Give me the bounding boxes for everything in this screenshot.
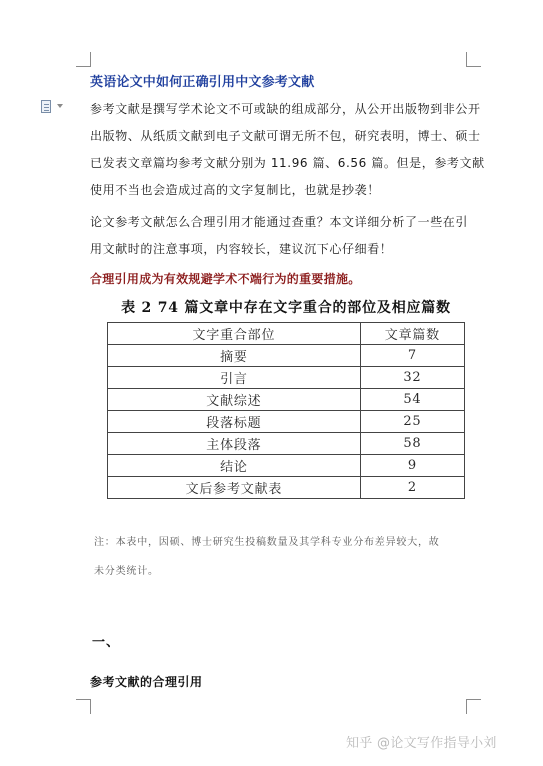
paragraph-line: 出版物、从纸质文献到电子文献可谓无所不包，研究表明，博士、硕士	[90, 129, 481, 143]
table-cell: 7	[360, 345, 464, 367]
table-cell: 9	[360, 455, 464, 477]
document-title: 英语论文中如何正确引用中文参考文献	[90, 75, 315, 90]
table-cell: 58	[360, 433, 464, 455]
table-row	[108, 433, 465, 455]
margin-corner-bottom-right	[466, 699, 481, 714]
margin-corner-top-right	[466, 52, 481, 67]
margin-corner-top-left	[76, 52, 91, 67]
paragraph-options-icon[interactable]	[41, 100, 67, 114]
chevron-down-icon	[57, 104, 63, 108]
table-cell: 文后参考文献表	[108, 477, 361, 499]
table-note	[94, 528, 474, 586]
table-row	[108, 367, 465, 389]
table-cell: 25	[360, 411, 464, 433]
table-cell: 引言	[108, 367, 361, 389]
overlap-table	[107, 322, 465, 499]
paragraph-line: 参考文献是撰写学术论文不可或缺的组成部分，从公开出版物到非公开	[90, 102, 481, 116]
table-row	[108, 411, 465, 433]
table-cell: 主体段落	[108, 433, 361, 455]
table-cell: 摘要	[108, 345, 361, 367]
table-header-cell: 文章篇数	[360, 323, 464, 345]
paragraph-line: 使用不当也会造成过高的文字复制比，也就是抄袭！	[90, 183, 380, 197]
paragraph-line: 论文参考文献怎么合理引用才能通过查重？本文详细分析了一些在引	[90, 215, 469, 229]
table-header-cell: 文字重合部位	[108, 323, 361, 345]
table-cell: 文献综述	[108, 389, 361, 411]
table-cell: 32	[360, 367, 464, 389]
section-number: 一、	[92, 635, 121, 650]
paragraph-line: 已发表文章篇均参考文献分别为 11.96 篇、6.56 篇。但是，参考文献	[90, 156, 485, 170]
table-row	[108, 455, 465, 477]
paragraph-intro	[90, 96, 490, 204]
margin-corner-bottom-left	[76, 699, 91, 714]
table-cell: 段落标题	[108, 411, 361, 433]
table-cell: 结论	[108, 455, 361, 477]
table-row	[108, 345, 465, 367]
note-line: 未分类统计。	[94, 566, 159, 577]
table-cell: 54	[360, 389, 464, 411]
table-cell: 2	[360, 477, 464, 499]
source-watermark: 知乎 @论文写作指导小刘	[346, 736, 497, 751]
table-header-row	[108, 323, 465, 345]
section-heading: 参考文献的合理引用	[90, 675, 203, 689]
note-line: 注：本表中，因硕、博士研究生投稿数量及其学科专业分布差异较大，故	[94, 537, 440, 548]
paragraph-question	[90, 209, 490, 263]
table-row	[108, 477, 465, 499]
paragraph-line: 用文献时的注意事项，内容较长，建议沉下心仔细看！	[90, 242, 393, 256]
document-icon	[41, 100, 51, 113]
table-caption: 表 2 74 篇文章中存在文字重合的部位及相应篇数	[121, 300, 451, 316]
highlight-sentence: 合理引用成为有效规避学术不端行为的重要措施。	[90, 272, 361, 286]
table-row	[108, 389, 465, 411]
